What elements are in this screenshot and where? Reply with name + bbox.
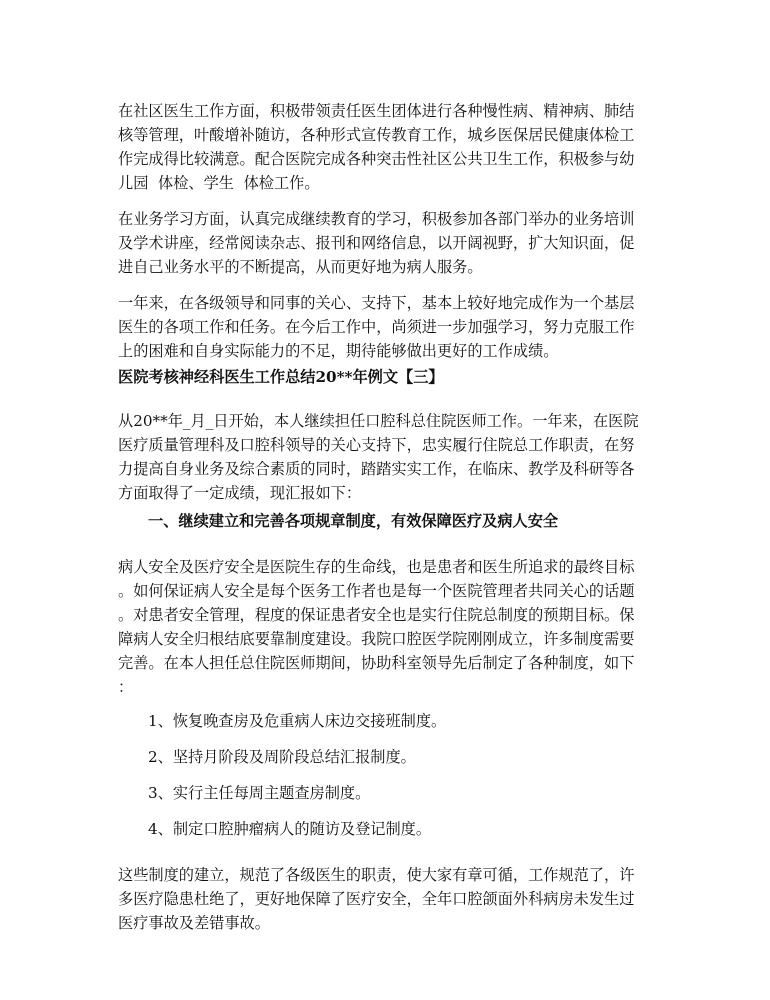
safety-line-3: 。对患者安全管理，程度的保证患者安全也是实行住院总制度的预期目标。保 xyxy=(118,606,635,624)
paragraph-community-line-4: 儿园 体检、学生 体检工作。 xyxy=(118,174,320,192)
paragraph-summary-line-1: 一年来，在各级领导和同事的关心、支持下，基本上较好地完成作为一个基层 xyxy=(118,294,635,312)
conclusion-line-1: 这些制度的建立，规范了各级医生的职责，使大家有章可循，工作规范了，许 xyxy=(118,866,635,884)
intro-line-4: 方面取得了一定成绩，现汇报如下： xyxy=(118,484,361,502)
paragraph-community-line-1: 在社区医生工作方面，积极带领责任医生团体进行各种慢性病、精神病、肺结 xyxy=(118,102,635,120)
list-item: 3、实行主任每周主题查房制度。 xyxy=(148,784,371,802)
intro-line-1: 从20**年_月_日开始，本人继续担任口腔科总住院医师工作。一年来，在医院 xyxy=(118,412,639,430)
heading-rules-safety: 一、继续建立和完善各项规章制度，有效保障医疗及病人安全 xyxy=(148,512,559,530)
safety-line-4: 障病人安全归根结底要靠制度建设。我院口腔医学院刚刚成立，许多制度需要 xyxy=(118,630,635,648)
intro-line-2: 医疗质量管理科及口腔科领导的关心支持下，忠实履行住院总工作职责，在努 xyxy=(118,436,635,454)
paragraph-study-line-3: 进自己业务水平的不断提高，从而更好地为病人服务。 xyxy=(118,258,483,276)
list-item: 2、坚持月阶段及周阶段总结汇报制度。 xyxy=(148,748,416,766)
safety-line-6: ： xyxy=(118,678,134,696)
paragraph-community-line-3: 作完成得比较满意。配合医院完成各种突击性社区公共卫生工作，积极参与幼 xyxy=(118,150,635,168)
intro-line-3: 力提高自身业务及综合素质的同时，踏踏实实工作，在临床、教学及科研等各 xyxy=(118,460,635,478)
paragraph-study-line-1: 在业务学习方面，认真完成继续教育的学习，积极参加各部门举办的业务培训 xyxy=(118,210,635,228)
conclusion-line-2: 多医疗隐患杜绝了，更好地保障了医疗安全，全年口腔颌面外科病房未发生过 xyxy=(118,890,635,908)
list-item: 1、恢复晚查房及危重病人床边交接班制度。 xyxy=(148,712,447,730)
paragraph-summary-line-2: 医生的各项工作和任务。在今后工作中，尚须进一步加强学习，努力克服工作 xyxy=(118,318,635,336)
paragraph-study-line-2: 及学术讲座，经常阅读杂志、报刊和网络信息，以开阔视野，扩大知识面，促 xyxy=(118,234,635,252)
conclusion-line-3: 医疗事故及差错事故。 xyxy=(118,914,270,932)
section-title: 医院考核神经科医生工作总结20**年例文【三】 xyxy=(118,368,444,386)
list-item: 4、制定口腔肿瘤病人的随访及登记制度。 xyxy=(148,820,432,838)
safety-line-1: 病人安全及医疗安全是医院生存的生命线，也是患者和医生所追求的最终目标 xyxy=(118,558,635,576)
safety-line-5: 完善。在本人担任总住院医师期间，协助科室领导先后制定了各种制度，如下 xyxy=(118,654,635,672)
paragraph-community-line-2: 核等管理，叶酸增补随访，各种形式宣传教育工作，城乡医保居民健康体检工 xyxy=(118,126,635,144)
safety-line-2: 。如何保证病人安全是每个医务工作者也是每一个医院管理者共同关心的话题 xyxy=(118,582,635,600)
paragraph-summary-line-3: 上的困难和自身实际能力的不足，期待能够做出更好的工作成绩。 xyxy=(118,342,559,360)
